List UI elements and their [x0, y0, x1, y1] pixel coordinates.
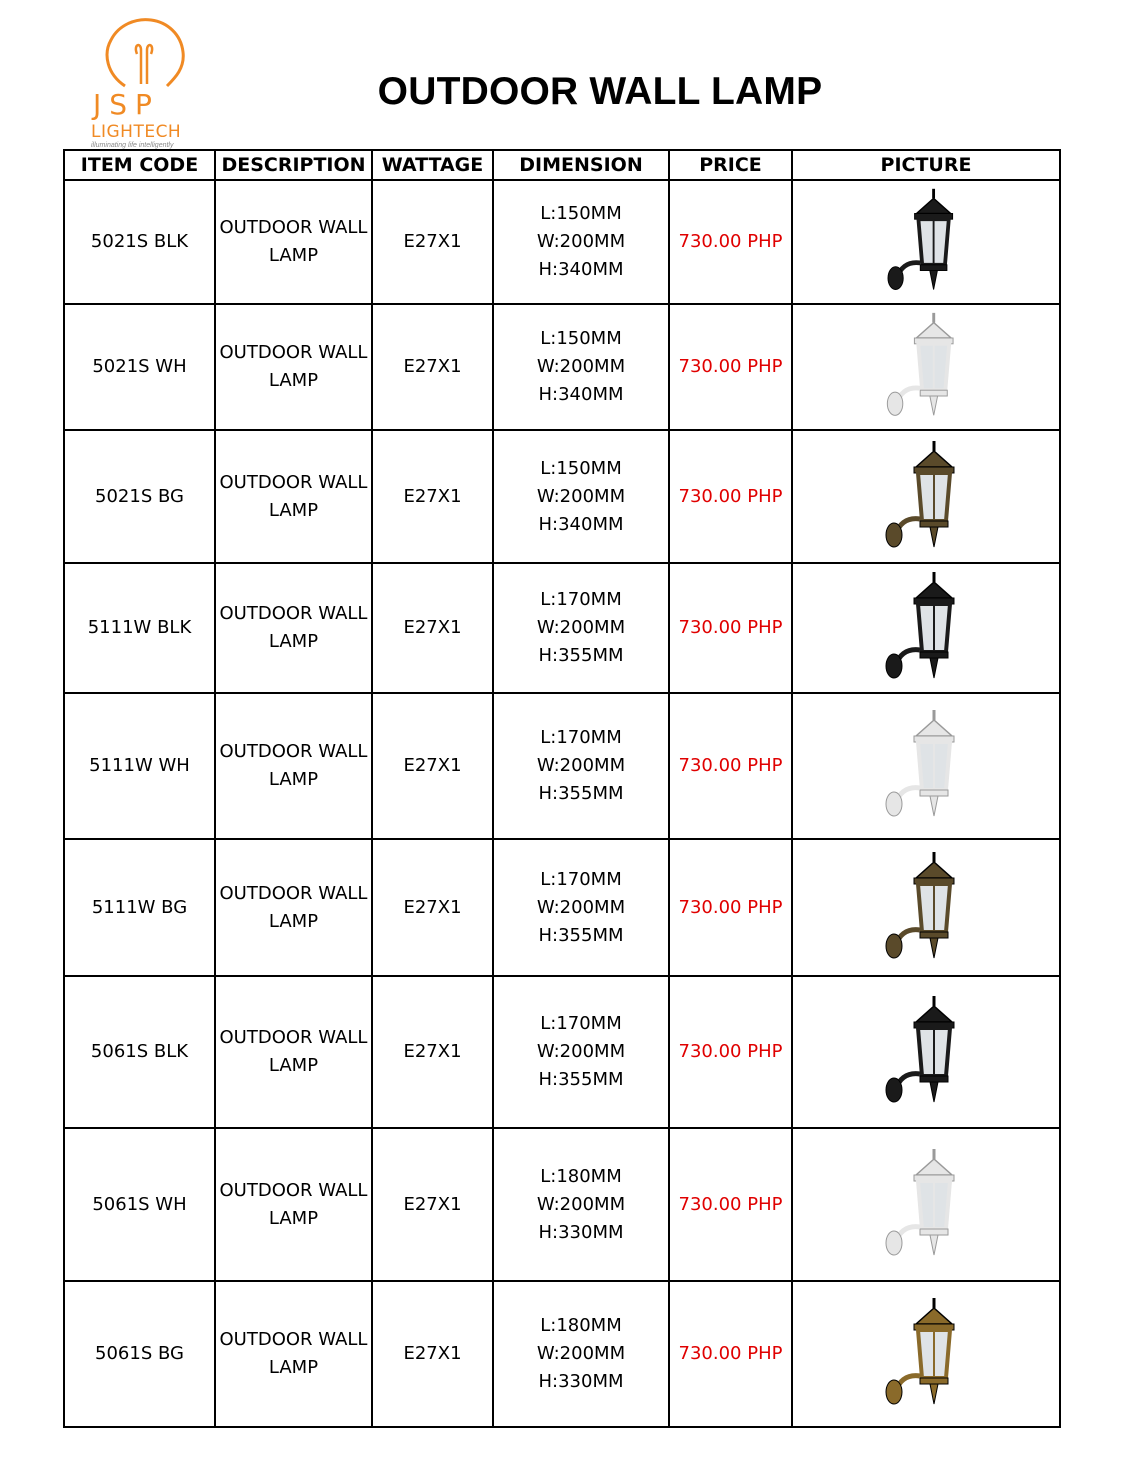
dimension-height: H:340MM: [538, 384, 624, 405]
picture: [792, 976, 1060, 1128]
description-line: LAMP: [268, 245, 319, 266]
price: 730.00 PHP: [669, 839, 792, 976]
table-row: [64, 1128, 1060, 1281]
dimension: [493, 1128, 669, 1281]
table-row: [64, 430, 1060, 563]
price: 730.00 PHP: [669, 180, 792, 304]
wattage: E27X1: [372, 430, 493, 563]
item-code: 5111W BG: [64, 839, 215, 976]
description-line: OUTDOOR WALL: [219, 603, 368, 624]
price: 730.00 PHP: [669, 304, 792, 430]
header-picture: PICTURE: [792, 150, 1060, 180]
picture: [792, 839, 1060, 976]
description-line: LAMP: [268, 910, 319, 932]
dimension-length: L:150MM: [540, 328, 622, 349]
wattage: E27X1: [372, 304, 493, 430]
description: [215, 1128, 372, 1281]
lamp-image: [876, 1145, 976, 1265]
description-line: OUTDOOR WALL: [219, 217, 368, 238]
dimension-width: W:200MM: [536, 485, 626, 507]
dimension-length: L:170MM: [540, 868, 622, 890]
item-code: 5111W WH: [64, 693, 215, 839]
price: 730.00 PHP: [669, 976, 792, 1128]
logo-letters: JSP: [93, 88, 160, 121]
table-row: [64, 180, 1060, 304]
header-description: DESCRIPTION: [215, 150, 372, 180]
dimension-height: H:340MM: [538, 513, 624, 535]
item-code: 5111W BLK: [64, 563, 215, 693]
description: [215, 430, 372, 563]
picture: [792, 430, 1060, 563]
lightbulb-icon: [85, 14, 215, 124]
description: [215, 304, 372, 430]
description-line: LAMP: [268, 1207, 319, 1229]
wattage: E27X1: [372, 563, 493, 693]
dimension: [493, 839, 669, 976]
header-item-code: ITEM CODE: [64, 150, 215, 180]
dimension-length: L:170MM: [540, 727, 622, 748]
description: [215, 563, 372, 693]
dimension-width: W:200MM: [536, 1343, 626, 1364]
item-code: 5061S WH: [64, 1128, 215, 1281]
table-row: [64, 304, 1060, 430]
lamp-image: [876, 706, 976, 826]
lamp-image: [876, 992, 976, 1112]
dimension-height: H:330MM: [538, 1221, 624, 1243]
lamp-image: [876, 185, 976, 299]
description-line: OUTDOOR WALL: [219, 741, 368, 762]
dimension-height: H:355MM: [538, 783, 624, 804]
brand-name: LIGHTECH: [91, 122, 182, 142]
header-wattage: WATTAGE: [372, 150, 493, 180]
description: [215, 180, 372, 304]
dimension-length: L:150MM: [540, 203, 622, 224]
table-row: [64, 1281, 1060, 1427]
item-code: 5061S BLK: [64, 976, 215, 1128]
dimension-width: W:200MM: [536, 755, 626, 776]
lamp-image: [876, 848, 976, 968]
dimension: [493, 304, 669, 430]
description: [215, 839, 372, 976]
description-line: OUTDOOR WALL: [219, 471, 368, 493]
description-line: LAMP: [268, 370, 319, 391]
lamp-image: [876, 437, 976, 557]
dimension: [493, 180, 669, 304]
lamp-image: [876, 1294, 976, 1414]
lamp-image: [876, 568, 976, 688]
dimension-length: L:150MM: [540, 457, 622, 479]
table-row: [64, 563, 1060, 693]
dimension-height: H:355MM: [538, 924, 624, 946]
description-line: LAMP: [268, 631, 319, 652]
wattage: E27X1: [372, 1281, 493, 1427]
dimension: [493, 976, 669, 1128]
dimension-height: H:355MM: [538, 1069, 624, 1090]
dimension: [493, 563, 669, 693]
table-row: [64, 693, 1060, 839]
item-code: 5021S BLK: [64, 180, 215, 304]
description-line: OUTDOOR WALL: [219, 1329, 368, 1350]
dimension-width: W:200MM: [536, 356, 626, 377]
picture: [792, 304, 1060, 430]
dimension-height: H:340MM: [538, 259, 624, 280]
item-code: 5021S WH: [64, 304, 215, 430]
table-header-row: [64, 150, 1060, 180]
dimension: [493, 1281, 669, 1427]
description-line: OUTDOOR WALL: [219, 882, 368, 904]
dimension-length: L:170MM: [540, 1013, 622, 1034]
description-line: LAMP: [268, 499, 319, 521]
table-row: [64, 839, 1060, 976]
dimension-width: W:200MM: [536, 617, 626, 638]
dimension-width: W:200MM: [536, 896, 626, 918]
dimension-height: H:355MM: [538, 645, 624, 666]
wattage: E27X1: [372, 180, 493, 304]
dimension: [493, 693, 669, 839]
table-row: [64, 976, 1060, 1128]
picture: [792, 1128, 1060, 1281]
dimension-width: W:200MM: [536, 1193, 626, 1215]
description: [215, 693, 372, 839]
description: [215, 1281, 372, 1427]
brand-logo: [85, 14, 215, 149]
brand-tagline: illuminating life intelligently: [91, 142, 174, 149]
description-line: OUTDOOR WALL: [219, 1179, 368, 1201]
item-code: 5061S BG: [64, 1281, 215, 1427]
picture: [792, 563, 1060, 693]
picture: [792, 693, 1060, 839]
description-line: OUTDOOR WALL: [219, 1027, 368, 1048]
price: 730.00 PHP: [669, 563, 792, 693]
dimension-height: H:330MM: [538, 1371, 624, 1392]
picture: [792, 1281, 1060, 1427]
header-price: PRICE: [669, 150, 792, 180]
wattage: E27X1: [372, 976, 493, 1128]
price: 730.00 PHP: [669, 1281, 792, 1427]
item-code: 5021S BG: [64, 430, 215, 563]
header-dimension: DIMENSION: [493, 150, 669, 180]
dimension: [493, 430, 669, 563]
description-line: OUTDOOR WALL: [219, 342, 368, 363]
price: 730.00 PHP: [669, 430, 792, 563]
description-line: LAMP: [268, 769, 319, 790]
dimension-length: L:170MM: [540, 589, 622, 610]
picture: [792, 180, 1060, 304]
dimension-width: W:200MM: [536, 231, 626, 252]
lamp-image: [876, 309, 976, 425]
wattage: E27X1: [372, 839, 493, 976]
wattage: E27X1: [372, 693, 493, 839]
dimension-length: L:180MM: [540, 1315, 622, 1336]
description-line: LAMP: [268, 1357, 319, 1378]
page-title: OUTDOOR WALL LAMP: [377, 70, 823, 113]
price: 730.00 PHP: [669, 1128, 792, 1281]
wattage: E27X1: [372, 1128, 493, 1281]
description-line: LAMP: [268, 1055, 319, 1076]
description: [215, 976, 372, 1128]
price: 730.00 PHP: [669, 693, 792, 839]
dimension-width: W:200MM: [536, 1041, 626, 1062]
product-table: [63, 149, 1061, 1428]
dimension-length: L:180MM: [540, 1165, 622, 1187]
